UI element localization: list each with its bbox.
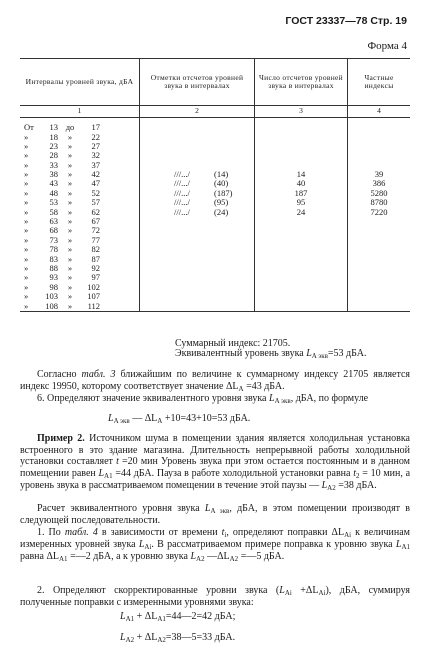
table-row xyxy=(20,283,410,292)
range-prefix: » xyxy=(24,187,29,198)
range-high: 87 xyxy=(91,253,100,264)
tally-marks: ///.../ xyxy=(174,197,190,208)
paragraph-example-2: Пример 2. Источником шума в помещении здания является холодильная установка встроенного в это здание магазина. Длительность непрерывной работы холодильной установки составляет t =20 мин Уровень звука при этом остается постоянным и в данном помещении равен $L_{A1} =44$ дБА. Пауза в работе холодильной установки равна $t_2 = 10$ мин, а уровень звука в рассматриваемом помещении в течение этой паузы — $L_{A2} =38$ дБА. xyxy=(20,433,411,492)
range-low: 13 xyxy=(49,122,58,133)
summary-index: Суммарный индекс: 21705. xyxy=(175,338,291,349)
partial-index xyxy=(348,301,411,311)
paragraph-table3-reference: Согласно табл. 3 ближайшим по величине к суммарному индексу 21705 является индекс 19950, которому соответствует значение $\Delta L_A =43$ дБА. xyxy=(20,369,411,393)
range-low: 103 xyxy=(45,291,58,302)
table-row xyxy=(20,236,410,245)
tally-marks: ///.../ xyxy=(174,169,190,180)
reading-count xyxy=(255,292,348,301)
range-separator: » xyxy=(67,253,73,264)
range-separator: » xyxy=(67,206,73,217)
partial-index xyxy=(348,264,411,273)
range-separator: » xyxy=(67,131,73,142)
col-header-intervals: Интервалы уровней звука, дБА xyxy=(20,59,140,106)
reading-count xyxy=(255,142,348,151)
paragraph-step-6: 6. Определяют значение эквивалентного уровня звука $L_{A экв}$, дБА, по формуле xyxy=(37,393,369,405)
reading-count: 14 xyxy=(255,170,348,179)
range-high: 22 xyxy=(91,131,100,142)
partial-index xyxy=(348,132,411,141)
reading-count xyxy=(255,132,348,141)
col-header-marks: Отметки отсчетов уровней звука в интервалах xyxy=(140,59,255,106)
table-row xyxy=(20,245,410,254)
range-prefix: » xyxy=(24,291,29,302)
range-high: 107 xyxy=(87,291,100,302)
reading-count xyxy=(255,273,348,282)
col-number: 1 xyxy=(20,106,140,118)
range-separator: » xyxy=(67,159,73,170)
range-prefix: » xyxy=(24,262,29,273)
page-header: ГОСТ 23337—78 Стр. 19 xyxy=(285,15,407,27)
reading-count: 95 xyxy=(255,198,348,207)
range-separator: » xyxy=(67,244,73,255)
tally-count: (24) xyxy=(214,206,229,217)
range-low: 53 xyxy=(49,197,58,208)
partial-index xyxy=(348,236,411,245)
col-header-indexes: Частные индексы xyxy=(348,59,411,106)
range-low: 38 xyxy=(49,169,58,180)
partial-index: 39 xyxy=(348,170,411,179)
reading-count xyxy=(255,264,348,273)
form-label: Форма 4 xyxy=(367,40,407,52)
range-prefix: » xyxy=(24,131,29,142)
table-row xyxy=(20,226,410,235)
partial-index xyxy=(348,123,411,132)
partial-index xyxy=(348,254,411,263)
range-high: 72 xyxy=(91,225,100,236)
partial-index: 5280 xyxy=(348,189,411,198)
reading-count: 187 xyxy=(255,189,348,198)
range-separator: » xyxy=(67,169,73,180)
partial-index xyxy=(348,226,411,235)
range-high: 17 xyxy=(91,122,100,133)
table-row xyxy=(20,123,410,132)
range-separator: » xyxy=(67,234,73,245)
formula-corrected-level-1: $L_{A1}$ + $\Delta L_{A1}=44—2=42$ дБА; xyxy=(120,611,236,623)
range-prefix: » xyxy=(24,272,29,283)
range-high: 42 xyxy=(91,169,100,180)
range-low: 93 xyxy=(49,272,58,283)
range-low: 73 xyxy=(49,234,58,245)
tally-count: (95) xyxy=(214,197,229,208)
partial-index: 8780 xyxy=(348,198,411,207)
paragraph-step-1: 1. По табл. 4 в зависимости от времени $t_i$, определяют поправки $\Delta L_{Ai}$ к величинам измеренных уровней звука $L_{Ai}$. В рассматриваемом примере поправка к уровню звука $L_{A1}$ равна $\Delta L_{A1}$ =—2 дБА, а к уровню звука $L_{A2}$ $—\Delta L_{A2}$ =—5 дБА. xyxy=(20,527,410,564)
reading-count xyxy=(255,254,348,263)
range-low: 78 xyxy=(49,244,58,255)
range-separator: » xyxy=(67,187,73,198)
formula-equivalent-level: $L_{A экв}$ — $\Delta L_A +10=43+10=53$ дБА. xyxy=(108,413,251,425)
range-high: 57 xyxy=(91,197,100,208)
range-prefix: » xyxy=(24,150,29,161)
range-high: 67 xyxy=(91,216,100,227)
partial-index xyxy=(348,217,411,226)
range-prefix: » xyxy=(24,216,29,227)
range-high: 52 xyxy=(91,187,100,198)
table-row xyxy=(20,132,410,141)
range-separator: » xyxy=(67,140,73,151)
range-high: 27 xyxy=(91,140,100,151)
table-row xyxy=(20,217,410,226)
tally-count: (40) xyxy=(214,178,229,189)
range-prefix: » xyxy=(24,159,29,170)
range-separator: » xyxy=(67,291,73,302)
range-separator: » xyxy=(67,216,73,227)
range-low: 68 xyxy=(49,225,58,236)
table-row xyxy=(20,292,410,301)
range-prefix: » xyxy=(24,244,29,255)
partial-index: 7220 xyxy=(348,208,411,217)
range-low: 108 xyxy=(45,300,58,311)
range-separator: » xyxy=(67,150,73,161)
table-row xyxy=(20,142,410,151)
range-high: 82 xyxy=(91,244,100,255)
table-row xyxy=(20,264,410,273)
reading-count xyxy=(255,226,348,235)
range-prefix: » xyxy=(24,300,29,311)
col-header-count: Число отсчетов уровней звука в интервалах xyxy=(255,59,348,106)
range-separator: » xyxy=(67,281,73,292)
range-prefix: » xyxy=(24,225,29,236)
partial-index xyxy=(348,292,411,301)
table-row xyxy=(20,254,410,263)
range-separator: » xyxy=(67,197,73,208)
reading-count xyxy=(255,236,348,245)
partial-index xyxy=(348,273,411,282)
table-row xyxy=(20,151,410,160)
range-separator: » xyxy=(67,272,73,283)
range-prefix: » xyxy=(24,253,29,264)
range-high: 77 xyxy=(91,234,100,245)
reading-count: 40 xyxy=(255,179,348,188)
range-high: 37 xyxy=(91,159,100,170)
range-separator: » xyxy=(67,178,73,189)
tally-marks: ///.../ xyxy=(174,187,190,198)
range-low: 98 xyxy=(49,281,58,292)
intervals-table xyxy=(20,58,410,312)
range-low: 83 xyxy=(49,253,58,264)
range-prefix: » xyxy=(24,140,29,151)
partial-index xyxy=(348,283,411,292)
table-row xyxy=(20,273,410,282)
partial-index xyxy=(348,142,411,151)
range-prefix: » xyxy=(24,197,29,208)
range-prefix: » xyxy=(24,206,29,217)
range-low: 88 xyxy=(49,262,58,273)
reading-count xyxy=(255,301,348,311)
range-high: 102 xyxy=(87,281,100,292)
table-row xyxy=(20,301,410,311)
range-low: 23 xyxy=(49,140,58,151)
range-high: 62 xyxy=(91,206,100,217)
range-high: 112 xyxy=(87,300,100,311)
formula-corrected-level-2: $L_{A2}$ + $\Delta L_{A2}=38—5=33$ дБА. xyxy=(120,632,236,644)
reading-count xyxy=(255,217,348,226)
range-low: 43 xyxy=(49,178,58,189)
range-prefix: » xyxy=(24,234,29,245)
reading-count xyxy=(255,283,348,292)
range-low: 48 xyxy=(49,187,58,198)
reading-count xyxy=(255,123,348,132)
reading-count: 24 xyxy=(255,208,348,217)
range-separator: » xyxy=(67,225,73,236)
partial-index xyxy=(348,245,411,254)
range-high: 92 xyxy=(91,262,100,273)
col-number: 3 xyxy=(255,106,348,118)
col-number: 2 xyxy=(140,106,255,118)
range-prefix: » xyxy=(24,169,29,180)
paragraph-step-2: 2. Определяют скорректированные уровни звука $(L_{Ai} +\Delta L_{Ai})$, дБА, суммируя полученные поправки с измеренными уровнями звука: xyxy=(20,585,411,609)
table-row xyxy=(20,208,410,217)
range-low: 18 xyxy=(49,131,58,142)
partial-index xyxy=(348,151,411,160)
tally-marks: ///.../ xyxy=(174,206,190,217)
col-number: 4 xyxy=(348,106,411,118)
range-prefix: От xyxy=(24,122,34,133)
partial-index: 386 xyxy=(348,179,411,188)
tally-marks: ///.../ xyxy=(174,178,190,189)
range-low: 58 xyxy=(49,206,58,217)
range-low: 63 xyxy=(49,216,58,227)
range-prefix: » xyxy=(24,281,29,292)
range-separator: » xyxy=(67,262,73,273)
reading-count xyxy=(255,151,348,160)
range-low: 28 xyxy=(49,150,58,161)
paragraph-calculation-order: Расчет эквивалентного уровня звука $L_{A экв}$, дБА, в этом помещении производят в следующей последовательности. xyxy=(20,503,410,527)
tally-count: (14) xyxy=(214,169,229,180)
range-separator: » xyxy=(67,300,73,311)
range-prefix: » xyxy=(24,178,29,189)
range-low: 33 xyxy=(49,159,58,170)
range-high: 97 xyxy=(91,272,100,283)
tally-count: (187) xyxy=(214,187,233,198)
range-separator: до xyxy=(65,122,75,133)
range-high: 47 xyxy=(91,178,100,189)
reading-count xyxy=(255,245,348,254)
equivalent-level: Эквивалентный уровень звука $L_{A экв}=53$ дБА. xyxy=(175,348,367,360)
range-high: 32 xyxy=(91,150,100,161)
